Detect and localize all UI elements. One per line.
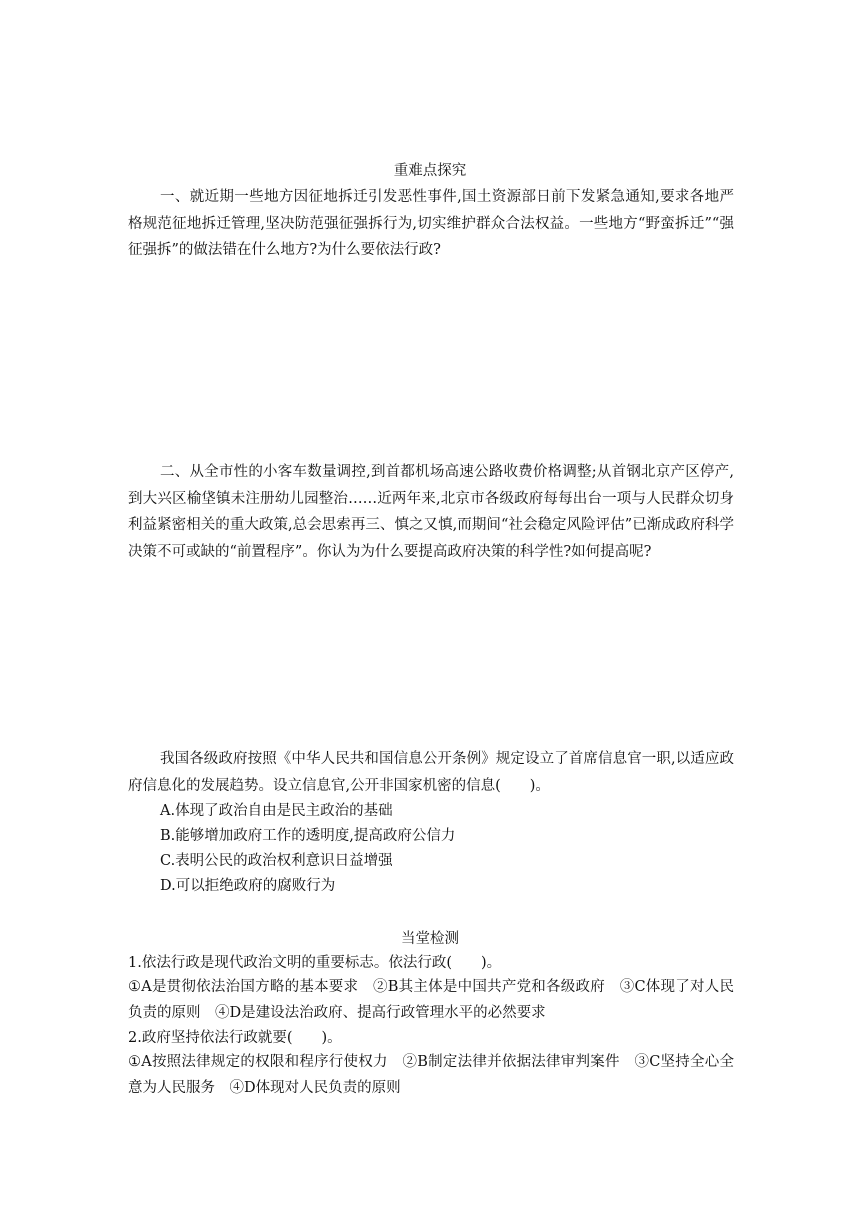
section-title-in-class-test: 当堂检测 [401,931,459,947]
test-question-2-choices: ①A按照法律规定的权限和程序行使权力 ②B制定法律并依据法律审判案件 ③C坚持全心全意为人民服务 ④D体现对人民负责的原则 [128,1054,734,1096]
section-title-key-points: 重难点探究 [393,163,467,179]
question-3-option-c: C.表明公民的政治权利意识日益增强 [160,853,393,869]
test-question-1-choices: ①A是贯彻依法治国方略的基本要求 ②B其主体是中国共产党和各级政府 ③C体现了对人民负责的原则 ④D是建设法治政府、提高行政管理水平的必然要求 [128,979,734,1021]
question-3-option-b: B.能够增加政府工作的透明度,提高政府公信力 [160,828,456,844]
question-3-stem: 我国各级政府按照《中华人民共和国信息公开条例》规定设立了首席信息官一职,以适应政府信息化的发展趋势。设立信息官,公开非国家机密的信息( )。 [128,751,734,794]
test-question-1-stem: 1.依法行政是现代政治文明的重要标志。依法行政( )。 [128,955,502,971]
test-question-2-stem: 2.政府坚持依法行政就要( )。 [128,1030,342,1046]
question-2-text: 二、从全市性的小客车数量调控,到首都机场高速公路收费价格调整;从首钢北京产区停产,到大兴区榆垡镇未注册幼儿园整治……近两年来,北京市各级政府每每出台一项与人民群众切身利益紧密相关的重大政策,总会思索再三、慎之又慎,而期间“社会稳定风险评估”已渐成政府科学决策不可或缺的“前置程序”。你认为为什么要提高政府决策的科学性?如何提高呢? [128,464,734,560]
question-3-option-d: D.可以拒绝政府的腐败行为 [160,878,336,894]
question-1-text: 一、就近期一些地方因征地拆迁引发恶性事件,国土资源部日前下发紧急通知,要求各地严格规范征地拆迁管理,坚决防范强征强拆行为,切实维护群众合法权益。一些地方“野蛮拆迁”“强征强拆”的做法错在什么地方?为什么要依法行政? [128,189,734,258]
question-3-option-a: A.体现了政治自由是民主政治的基础 [160,803,393,819]
